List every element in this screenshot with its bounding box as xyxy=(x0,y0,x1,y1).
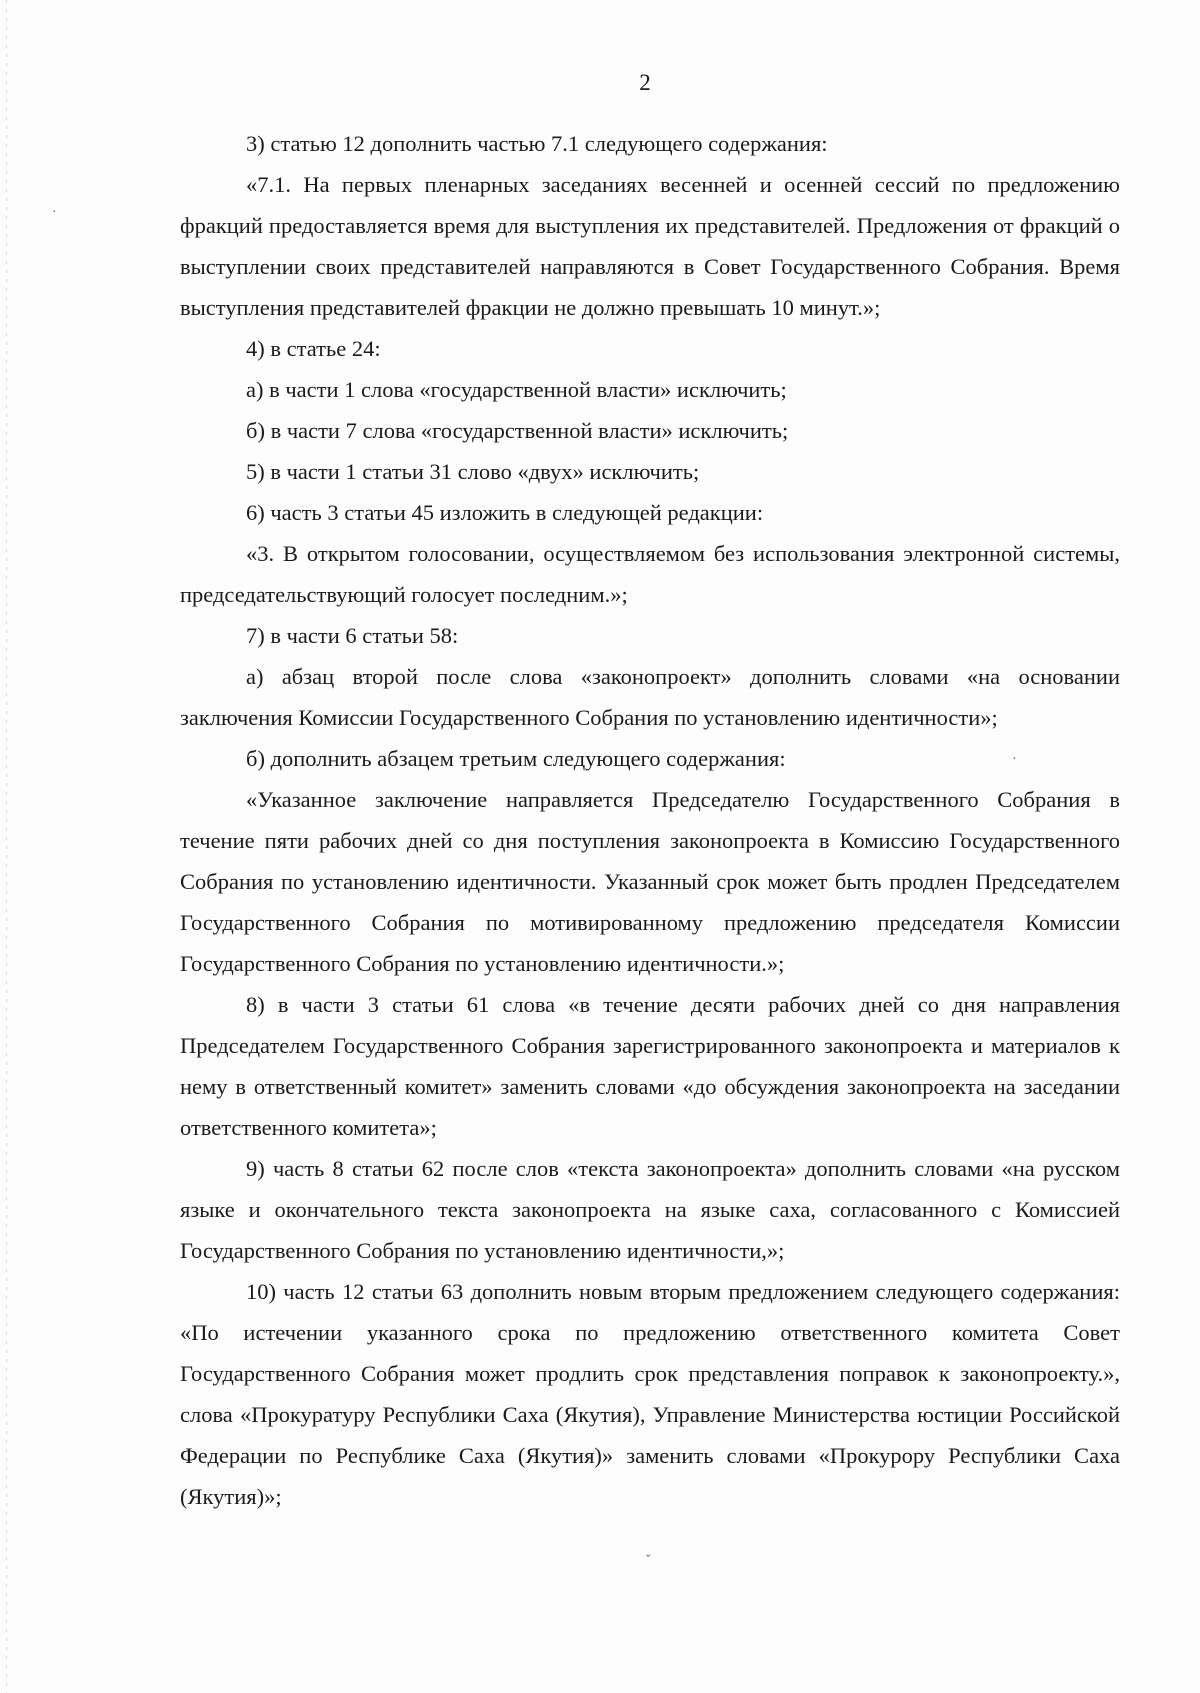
paragraph-item-7b: б) дополнить абзацем третьим следующего содержания: xyxy=(246,746,786,771)
paragraph-item-7: 7) в части 6 статьи 58: xyxy=(246,623,459,648)
paragraph-item-8: 8) в части 3 статьи 61 слова «в течение десяти рабочих дней со дня направления Председателем Государственного Собрания зарегистрированного законопроекта и материалов к нему в ответственный комитет» заменить словами «до обсуждения законопроекта на заседании ответственного комитета»; xyxy=(180,992,1120,1140)
document-body xyxy=(180,123,1120,1517)
paragraph-quote-3: «3. В открытом голосовании, осуществляемом без использования электронной системы, председательствующий голосует последним.»; xyxy=(180,541,1120,607)
paragraph-item-3: 3) статью 12 дополнить частью 7.1 следующего содержания: xyxy=(246,131,828,156)
scan-speck: · xyxy=(1012,752,1017,767)
scan-edge-artifact xyxy=(6,0,7,1693)
paragraph-item-5: 5) в части 1 статьи 31 слово «двух» исключить; xyxy=(246,459,700,484)
scan-speck: ˇ xyxy=(646,1553,651,1568)
paragraph-item-4: 4) в статье 24: xyxy=(246,336,381,361)
paragraph-item-9: 9) часть 8 статьи 62 после слов «текста законопроекта» дополнить словами «на русском языке и окончательного текста законопроекта на языке саха, согласованного с Комиссией Государственного Собрания по установлению идентичности,»; xyxy=(180,1156,1120,1263)
scan-speck: · xyxy=(52,205,57,220)
paragraph-item-4b: б) в части 7 слова «государственной власти» исключить; xyxy=(246,418,789,443)
page-number: 2 xyxy=(639,70,651,95)
paragraph-item-6: 6) часть 3 статьи 45 изложить в следующей редакции: xyxy=(246,500,764,525)
paragraph-item-7a: а) абзац второй после слова «законопроект» дополнить словами «на основании заключения Комиссии Государственного Собрания по установлению идентичности»; xyxy=(180,664,1120,730)
paragraph-quote-7-1: «7.1. На первых пленарных заседаниях весенней и осенней сессий по предложению фракций предоставляется время для выступления их представителей. Предложения от фракций о выступлении своих представителей направляются в Совет Государственного Собрания. Время выступления представителей фракции не должно превышать 10 минут.»; xyxy=(180,172,1120,320)
paragraph-item-4a: а) в части 1 слова «государственной власти» исключить; xyxy=(246,377,787,402)
paragraph-quote-conclusion: «Указанное заключение направляется Председателю Государственного Собрания в течение пяти рабочих дней со дня поступления законопроекта в Комиссию Государственного Собрания по установлению идентичности. Указанный срок может быть продлен Председателем Государственного Собрания по мотивированному предложению председателя Комиссии Государственного Собрания по установлению идентичности.»; xyxy=(180,787,1120,976)
paragraph-item-10: 10) часть 12 статьи 63 дополнить новым вторым предложением следующего содержания: «По истечении указанного срока по предложению ответственного комитета Совет Государственного Собрания может продлить срок представления поправок к законопроекту.», слова «Прокуратуру Республики Саха (Якутия), Управление Министерства юстиции Российской Федерации по Республике Саха (Якутия)» заменить словами «Прокурору Республики Саха (Якутия)»; xyxy=(180,1279,1120,1509)
